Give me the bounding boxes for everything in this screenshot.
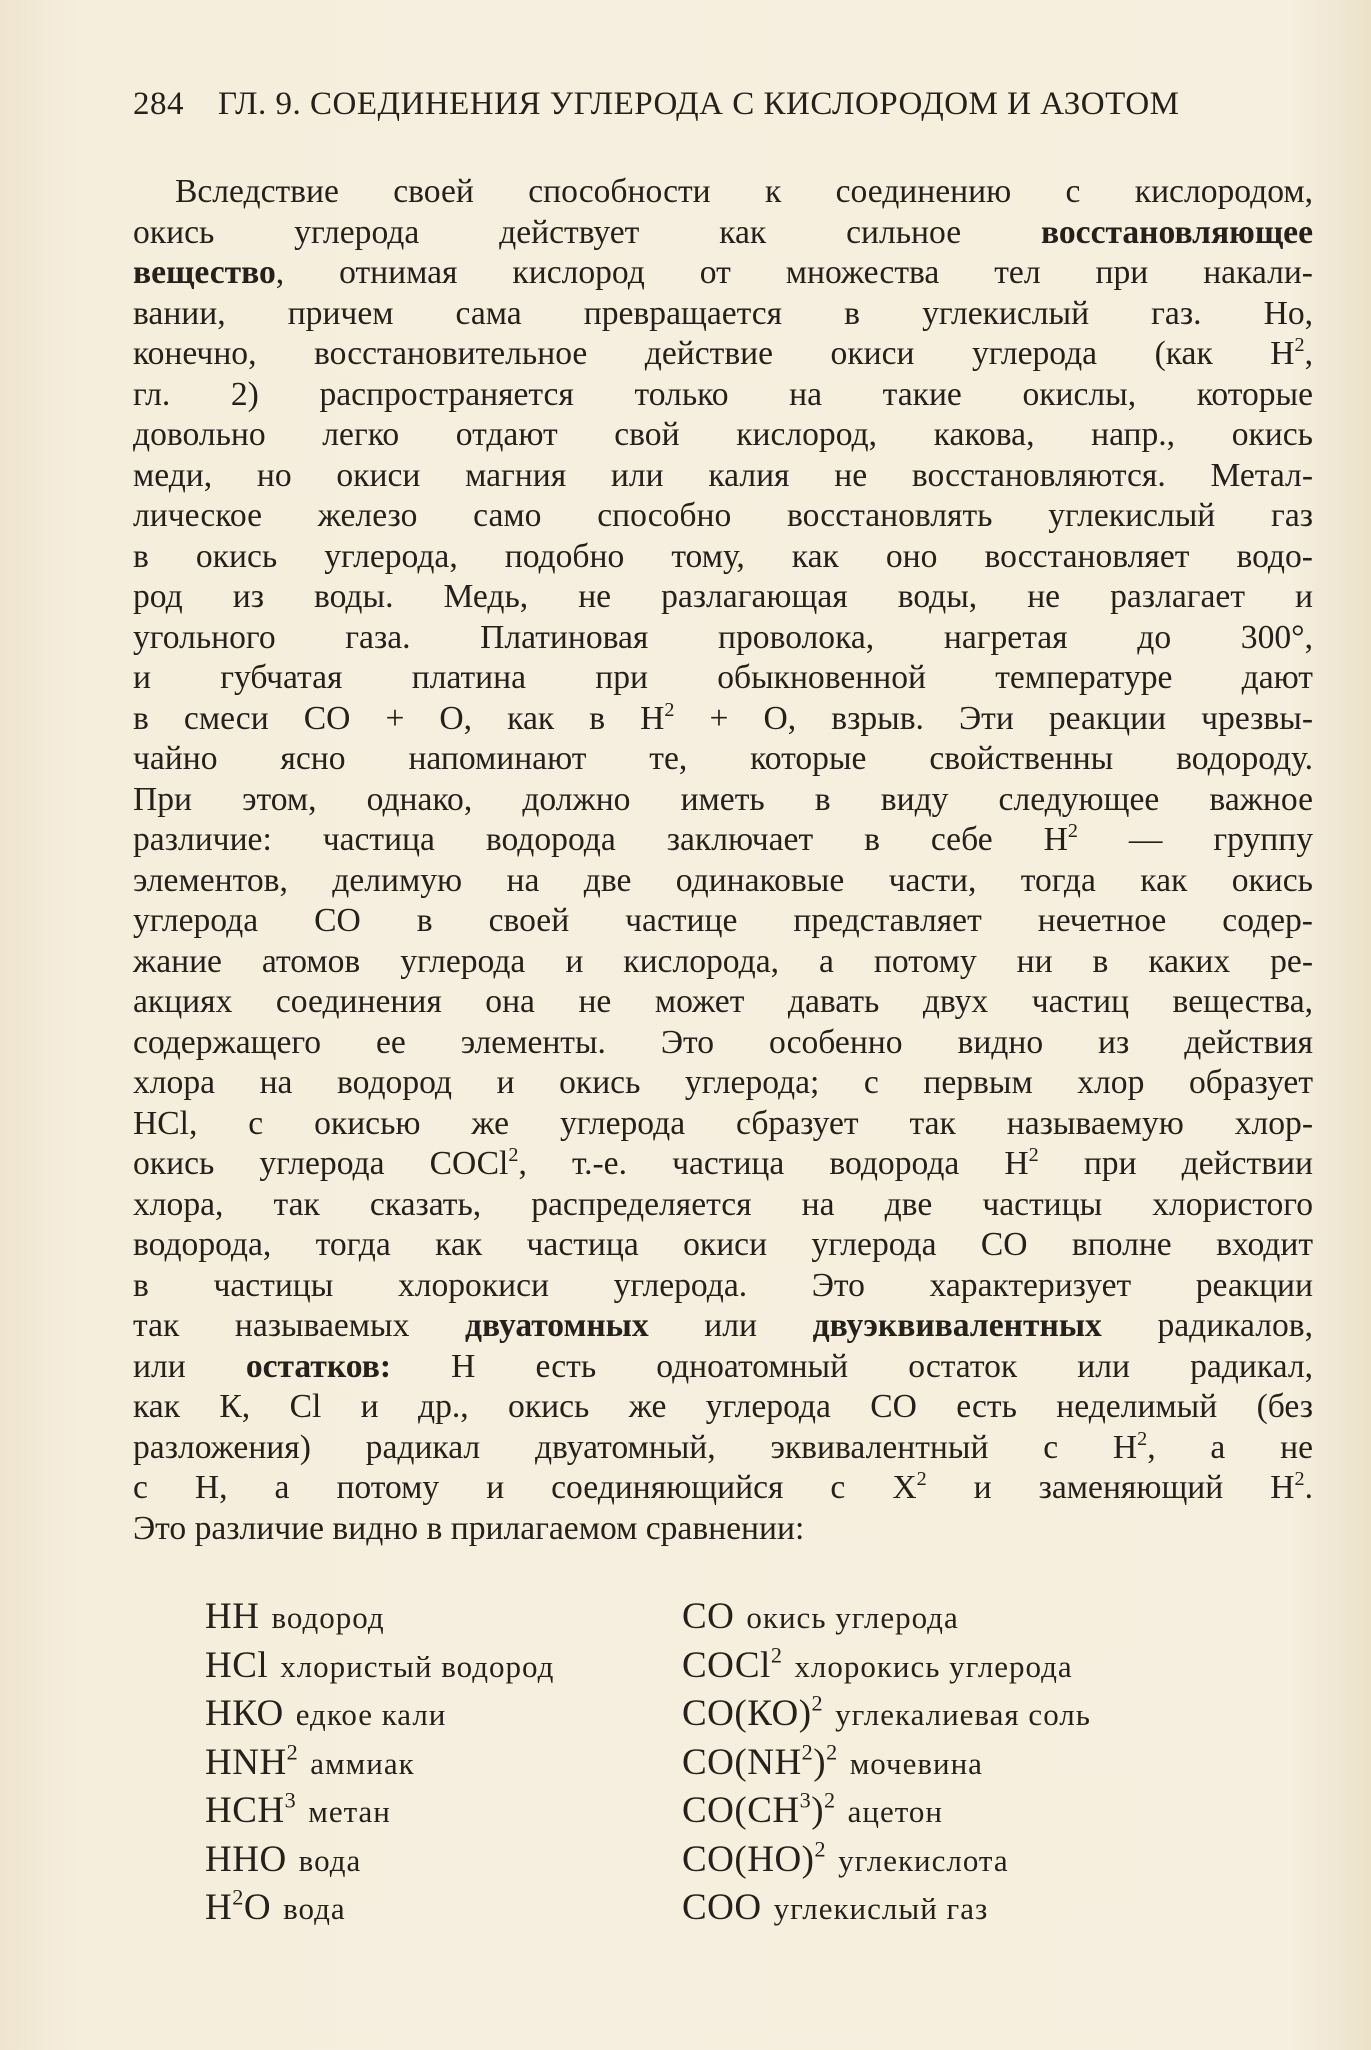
table-row <box>205 1789 1285 1838</box>
text-run: или <box>648 1307 813 1344</box>
text-run: Н есть одноатомный остаток или радикал, <box>391 1347 1314 1385</box>
chemical-formula <box>205 1787 297 1831</box>
compound-name: водород <box>271 1600 385 1635</box>
text-run: с Н, а потому и соединяющийся с Х <box>133 1469 917 1506</box>
text-line <box>133 901 1313 942</box>
table-row <box>205 1838 1285 1887</box>
left-compound <box>205 1595 385 1638</box>
text-run: , а не <box>1147 1428 1313 1466</box>
text-line <box>133 1185 1313 1226</box>
chemical-formula <box>205 1693 284 1734</box>
superscript: 2 <box>916 1467 927 1490</box>
text-line <box>133 1428 1313 1469</box>
text-run: водорода, тогда как частица окиси углерода СО вполне входит <box>133 1226 1313 1263</box>
superscript: 2 <box>286 1739 299 1765</box>
text-run: При этом, однако, должно иметь в виду следующее важное <box>133 780 1313 818</box>
left-compound <box>205 1886 346 1929</box>
text-run: гл. 2) распространяется только на такие окислы, которые <box>133 375 1313 413</box>
superscript: 2 <box>811 1690 824 1716</box>
text-run: разложения) радикал двуатомный, эквивалентный с Н <box>133 1428 1138 1466</box>
compound-name: вода <box>283 1891 346 1926</box>
text-run: СО(КО) <box>682 1693 812 1734</box>
text-line <box>133 1144 1313 1185</box>
text-line <box>133 1306 1313 1347</box>
left-compound <box>205 1741 415 1784</box>
compound-name: аммиак <box>310 1745 415 1781</box>
text-run: при действии <box>1038 1145 1313 1182</box>
text-run: содержащего ее элементы. Это особенно видно из действия <box>133 1023 1313 1061</box>
text-run: НН <box>205 1596 260 1637</box>
bold-term: остатков: <box>245 1347 392 1385</box>
compound-name: мочевина <box>849 1745 983 1781</box>
right-compound <box>682 1838 1009 1881</box>
right-compound <box>682 1595 959 1638</box>
text-run: угольного газа. Платиновая проволока, нагретая до 300°, <box>133 618 1313 656</box>
superscript: 2 <box>826 1739 838 1765</box>
text-run: , <box>1304 335 1313 372</box>
main-paragraph <box>133 172 1313 1549</box>
left-compound <box>205 1789 391 1832</box>
chemical-formula <box>682 1642 783 1686</box>
text-line <box>133 658 1313 699</box>
chemical-formula <box>205 1645 268 1686</box>
text-line <box>133 820 1313 861</box>
text-run: . <box>1304 1469 1313 1506</box>
superscript: 3 <box>799 1787 812 1813</box>
text-run: СОСl <box>682 1644 771 1686</box>
text-run: и губчатая платина при обыкновенной температуре дают <box>133 659 1313 696</box>
text-line <box>133 1468 1313 1509</box>
superscript: 2 <box>770 1642 783 1668</box>
running-header <box>133 86 1313 123</box>
compound-name: хлорокись углерода <box>794 1648 1073 1684</box>
text-run: ) <box>811 1790 825 1831</box>
text-line <box>133 375 1313 416</box>
superscript: 2 <box>824 1787 836 1813</box>
text-line <box>133 739 1313 780</box>
text-run: СО <box>682 1596 735 1637</box>
text-line <box>133 1063 1313 1104</box>
text-run: и заменяющий Н <box>926 1469 1295 1506</box>
compound-name: метан <box>308 1794 391 1829</box>
chemical-formula <box>682 1739 838 1783</box>
text-line <box>133 415 1313 456</box>
text-run: радикалов, <box>1101 1307 1313 1344</box>
right-compound <box>682 1886 988 1929</box>
text-run: довольно легко отдают свой кислород, какова, напр., окись <box>133 416 1313 453</box>
right-compound <box>682 1644 1073 1687</box>
bold-term: двуатомных <box>465 1307 649 1344</box>
text-run: СО(СН <box>682 1790 800 1831</box>
text-run: или <box>133 1347 246 1385</box>
text-line <box>133 861 1313 902</box>
text-run: в частицы хлорокиси углерода. Это характеризует реакции <box>133 1266 1313 1304</box>
chapter-title: ГЛ. 9. СОЕДИНЕНИЯ УГЛЕРОДА С КИСЛОРОДОМ И АЗОТОМ <box>218 86 1180 122</box>
text-run: жание атомов углерода и кислорода, а потому ни в каких ре- <box>133 942 1313 980</box>
text-line <box>133 942 1313 983</box>
text-line <box>133 1225 1313 1266</box>
text-run: НСl, с окисью же углерода сбразует так называемую хлор- <box>133 1104 1313 1142</box>
text-line <box>133 294 1313 335</box>
table-row <box>205 1741 1285 1790</box>
bold-term: восстановляющее <box>1040 213 1313 251</box>
text-run: углерода СО в своей частице представляет нечетное содер- <box>133 902 1313 939</box>
text-run: конечно, восстановительное действие окиси углерода (как Н <box>133 335 1295 372</box>
text-run: так называемых <box>133 1307 466 1344</box>
superscript: 2 <box>232 1884 244 1910</box>
left-compound <box>205 1692 446 1735</box>
text-line <box>133 577 1313 618</box>
superscript: 2 <box>1294 333 1305 356</box>
text-run: Н <box>205 1887 233 1928</box>
table-row <box>205 1886 1285 1935</box>
chemical-formula <box>682 1887 762 1928</box>
superscript: 2 <box>1067 819 1078 842</box>
text-line <box>133 496 1313 537</box>
right-compound <box>682 1741 983 1784</box>
text-run: меди, но окиси магния или калия не восстановляются. Метал- <box>133 456 1313 494</box>
text-run: хлора, так сказать, распределяется на две частицы хлористого <box>133 1185 1313 1223</box>
text-run: НСН <box>205 1790 285 1831</box>
text-run: О <box>243 1887 272 1928</box>
text-run: ) <box>813 1741 827 1783</box>
text-run: чайно ясно напоминают те, которые свойственны водороду. <box>133 740 1313 777</box>
text-line <box>133 334 1313 375</box>
text-line <box>133 1266 1313 1307</box>
table-row <box>205 1644 1285 1693</box>
chemical-formula <box>682 1836 827 1880</box>
compound-name: хлористый водород <box>280 1648 555 1684</box>
text-line <box>133 456 1313 497</box>
compound-name: вода <box>298 1842 362 1878</box>
text-run: НКО <box>205 1693 284 1734</box>
text-run: род из воды. Медь, не разлагающая воды, не разлагает и <box>133 578 1313 615</box>
superscript: 3 <box>284 1787 297 1813</box>
text-run: вании, причем сама превращается в углекислый газ. Но, <box>133 294 1313 332</box>
compound-name: ацетон <box>847 1794 943 1829</box>
chemical-formula <box>682 1596 734 1637</box>
text-line <box>133 1509 1313 1550</box>
superscript: 2 <box>1137 1427 1148 1450</box>
superscript: 2 <box>801 1739 814 1765</box>
right-compound <box>682 1692 1091 1735</box>
text-run: СО(NН <box>682 1741 802 1783</box>
chemical-formula <box>682 1787 836 1831</box>
text-run: хлора на водород и окись углерода; с первым хлор образует <box>133 1064 1313 1101</box>
text-run: , отнимая кислород от множества тел при накали- <box>275 254 1313 291</box>
compound-name: окись углерода <box>746 1600 959 1635</box>
text-run: окись углерода СОСl <box>133 1145 509 1182</box>
compound-name: едкое кали <box>295 1697 447 1732</box>
text-run: + О, взрыв. Эти реакции чрезвы- <box>674 699 1314 737</box>
text-line <box>133 1387 1313 1428</box>
text-run: СОО <box>682 1887 762 1928</box>
text-run: НNН <box>205 1741 287 1783</box>
text-line <box>133 1347 1313 1388</box>
text-line <box>133 1104 1313 1145</box>
text-line <box>133 172 1313 213</box>
text-run: ННО <box>205 1838 287 1880</box>
text-run: как К, Сl и др., окись же углерода СО есть неделимый (без <box>133 1388 1313 1425</box>
text-run: Это различие видно в прилагаемом сравнении: <box>133 1509 805 1547</box>
chemical-formula <box>682 1690 824 1734</box>
compound-name: углекалиевая соль <box>835 1697 1091 1732</box>
superscript: 2 <box>814 1836 827 1862</box>
text-line <box>133 780 1313 821</box>
text-run: Вследствие своей способности к соединению с кислородом, <box>175 173 1313 210</box>
text-run: лическое железо само способно восстановлять углекислый газ <box>133 497 1313 534</box>
text-line <box>133 699 1313 740</box>
text-run: НСl <box>205 1644 269 1686</box>
compound-name: углекислота <box>838 1842 1009 1878</box>
text-line <box>133 253 1313 294</box>
text-run: в окись углерода, подобно тому, как оно восстановляет водо- <box>133 537 1313 575</box>
text-line <box>133 982 1313 1023</box>
superscript: 2 <box>1028 1143 1039 1166</box>
superscript: 2 <box>1294 1467 1305 1490</box>
text-line <box>133 537 1313 578</box>
text-run: — группу <box>1077 821 1313 858</box>
comparison-table <box>205 1595 1285 1935</box>
left-compound <box>205 1838 361 1881</box>
table-row <box>205 1595 1285 1644</box>
text-run: в смеси СО + О, как в Н <box>133 699 665 737</box>
page-number: 284 <box>133 86 184 122</box>
table-row <box>205 1692 1285 1741</box>
left-compound <box>205 1644 554 1687</box>
text-run: различие: частица водорода заключает в себе Н <box>133 821 1068 858</box>
superscript: 2 <box>508 1143 519 1166</box>
chemical-formula <box>205 1739 299 1783</box>
text-run: элементов, делимую на две одинаковые части, тогда как окись <box>133 861 1313 899</box>
text-run: акциях соединения она не может давать двух частиц вещества, <box>133 983 1313 1020</box>
text-run: , т.-е. частица водорода Н <box>518 1145 1029 1182</box>
bold-term: вещество <box>133 254 276 291</box>
right-compound <box>682 1789 943 1832</box>
chemical-formula <box>205 1596 259 1637</box>
chemical-formula <box>205 1839 287 1880</box>
text-run: СО(НО) <box>682 1838 815 1880</box>
chemical-formula <box>205 1884 272 1928</box>
compound-name: углекислый газ <box>773 1891 989 1926</box>
text-line <box>133 213 1313 254</box>
bold-term: двуэквивалентных <box>812 1307 1102 1344</box>
superscript: 2 <box>664 698 675 721</box>
text-line <box>133 1023 1313 1064</box>
text-run: окись углерода действует как сильное <box>133 213 1041 251</box>
text-line <box>133 618 1313 659</box>
